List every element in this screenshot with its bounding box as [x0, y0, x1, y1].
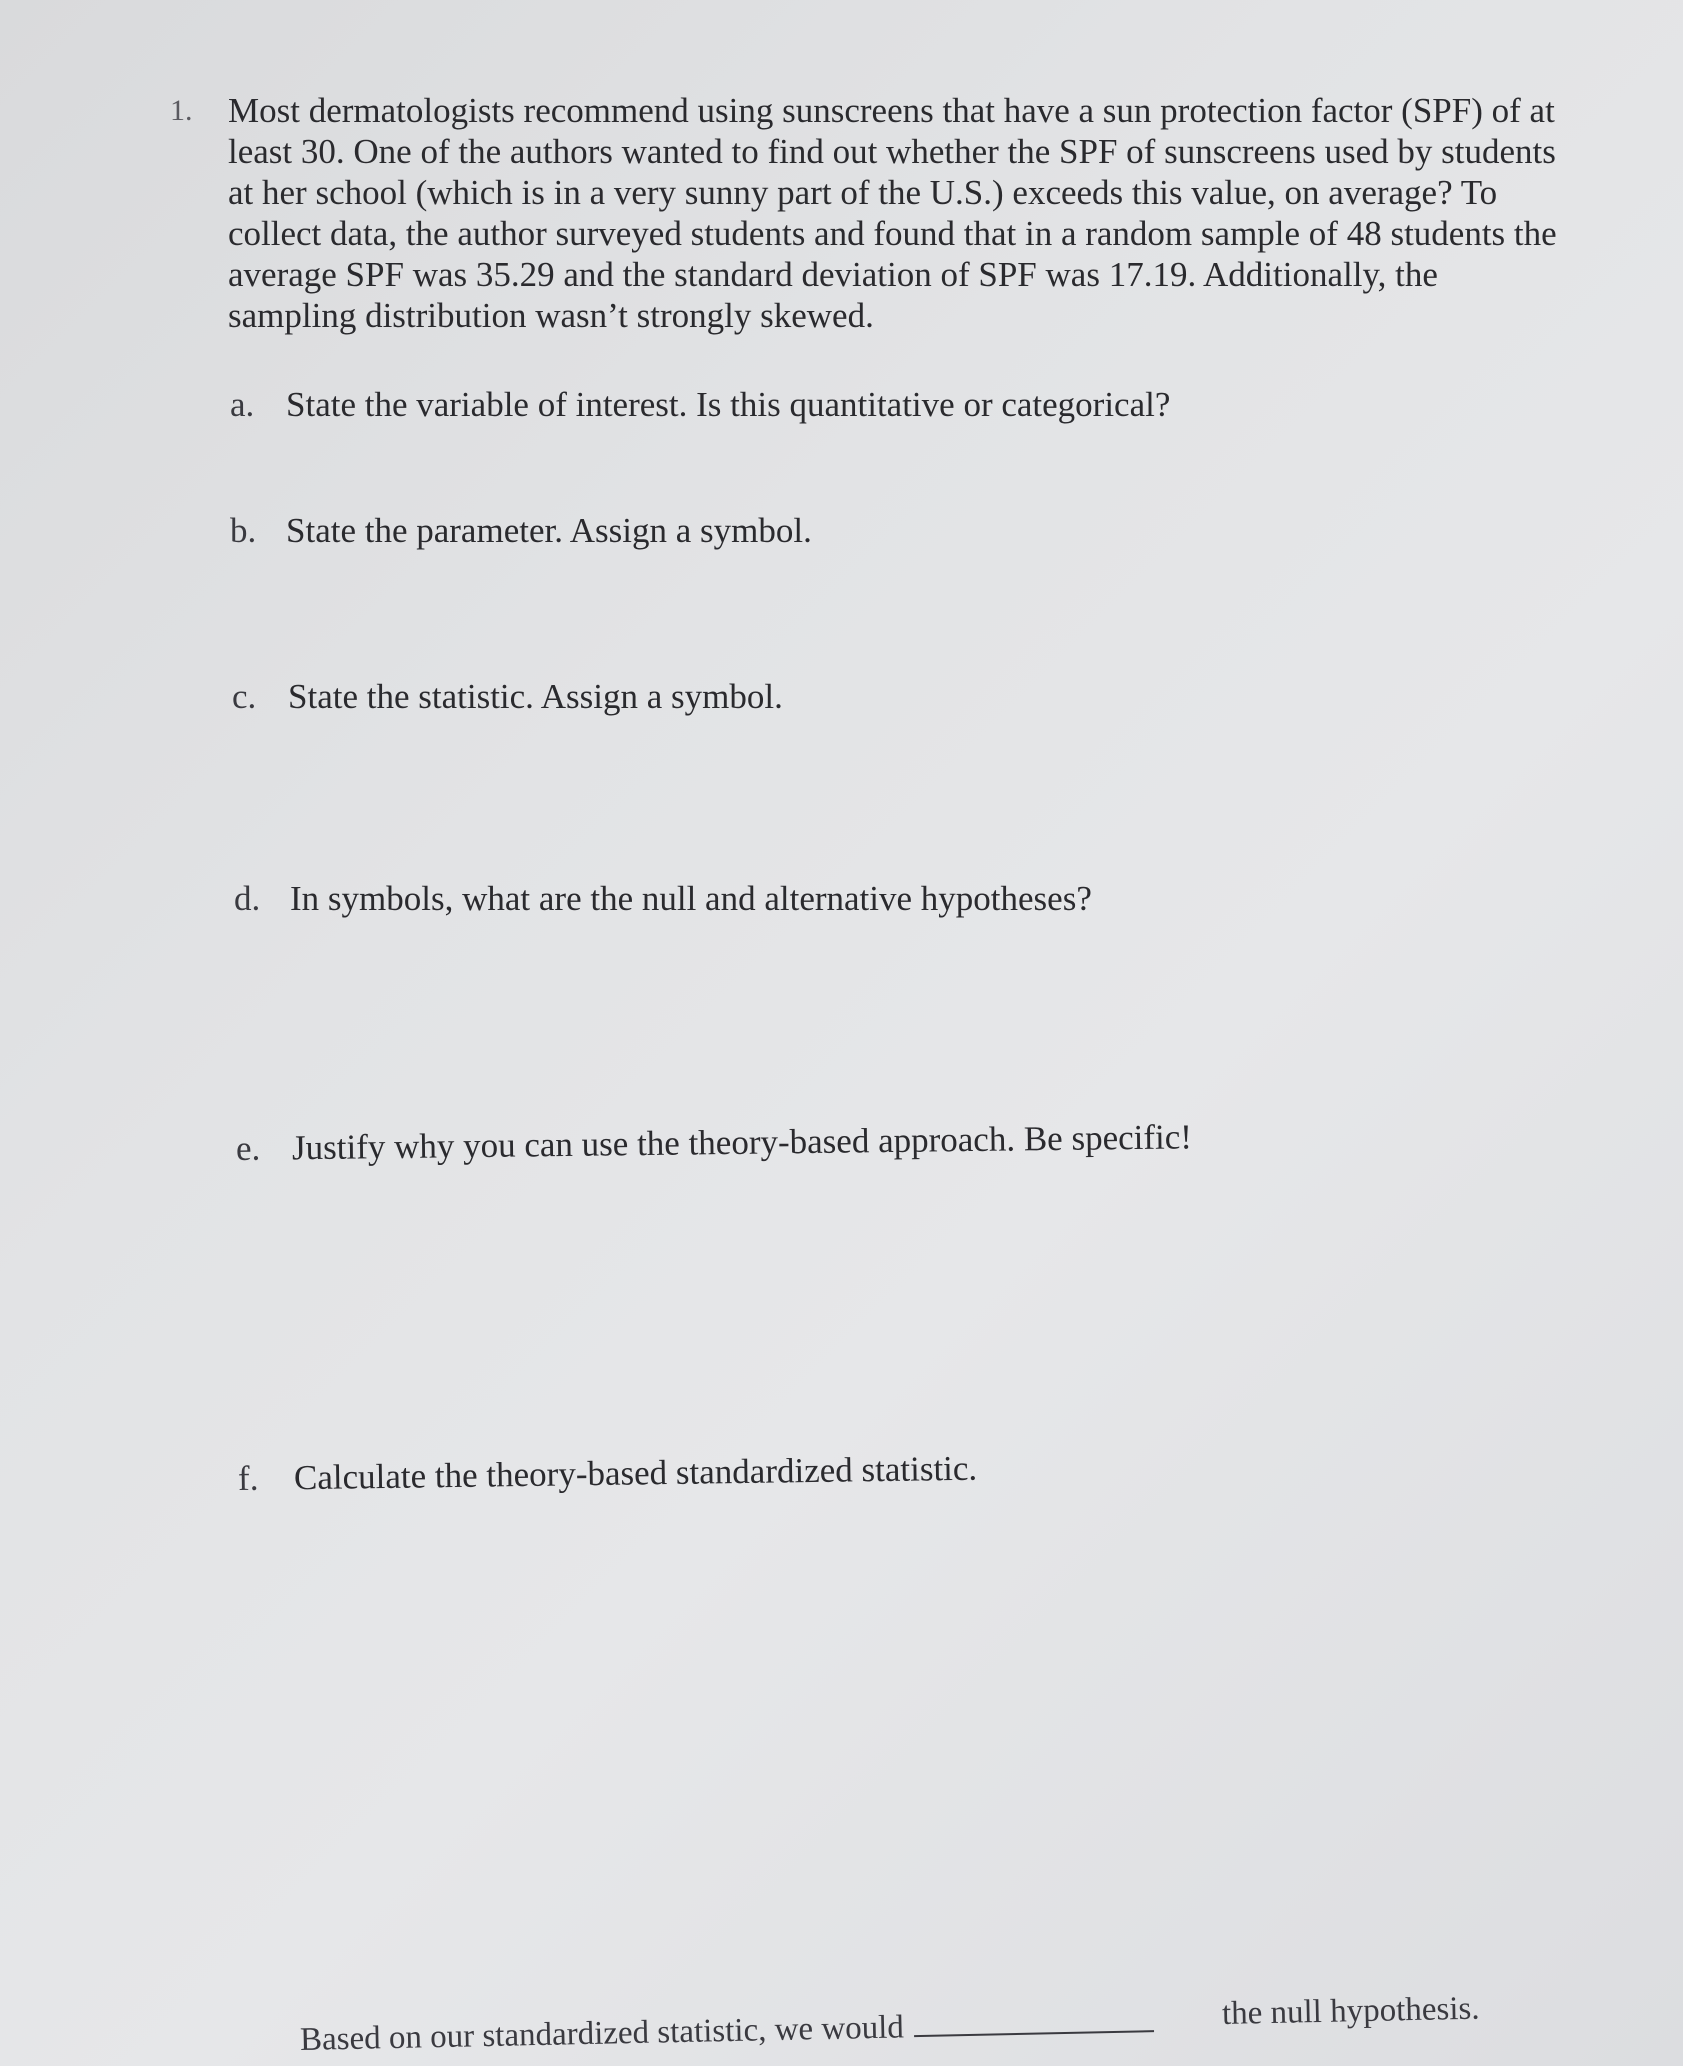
conclusion-line: [300, 2000, 1165, 2059]
part-f-letter: f.: [237, 1458, 259, 1498]
part-e: [236, 1116, 1192, 1169]
part-f: [238, 1448, 978, 1499]
question-prompt: Most dermatologists recommend using sunscreens that have a sun protection factor (SPF) of at least 30. One of the authors wanted to find out whether the SPF of sunscreens used by students at her school (which is in a very sunny part of the U.S.) exceeds this value, on average? To collect data, the author surveyed students and found that in a random sample of 48 students the average SPF was 35.29 and the standard deviation of SPF was 17.19. Additionally, the sampling distribution wasn’t strongly skewed.: [228, 91, 1557, 335]
part-c-letter: c.: [232, 677, 257, 716]
part-c: [232, 676, 783, 717]
part-d-letter: d.: [234, 879, 261, 918]
conclusion-suffix: the null hypothesis.: [1221, 1990, 1480, 2032]
part-e-letter: e.: [235, 1128, 261, 1168]
conclusion-prefix: Based on our standardized statistic, we would: [299, 2009, 905, 2058]
question-number: 1.: [170, 94, 193, 127]
part-f-text: Calculate the theory-based standardized statistic.: [293, 1448, 978, 1498]
conclusion-blank[interactable]: [913, 2000, 1154, 2037]
part-d-text: In symbols, what are the null and alternative hypotheses?: [290, 879, 1092, 918]
part-d: [234, 878, 1092, 919]
part-b-letter: b.: [230, 511, 257, 550]
part-a-letter: a.: [230, 385, 255, 424]
part-c-text: State the statistic. Assign a symbol.: [288, 677, 783, 716]
part-a-text: State the variable of interest. Is this quantitative or categorical?: [286, 385, 1171, 424]
part-b-text: State the parameter. Assign a symbol.: [286, 511, 812, 550]
part-a: [230, 384, 1170, 425]
part-b: [230, 510, 812, 551]
part-e-text: Justify why you can use the theory-based approach. Be specific!: [291, 1117, 1193, 1168]
